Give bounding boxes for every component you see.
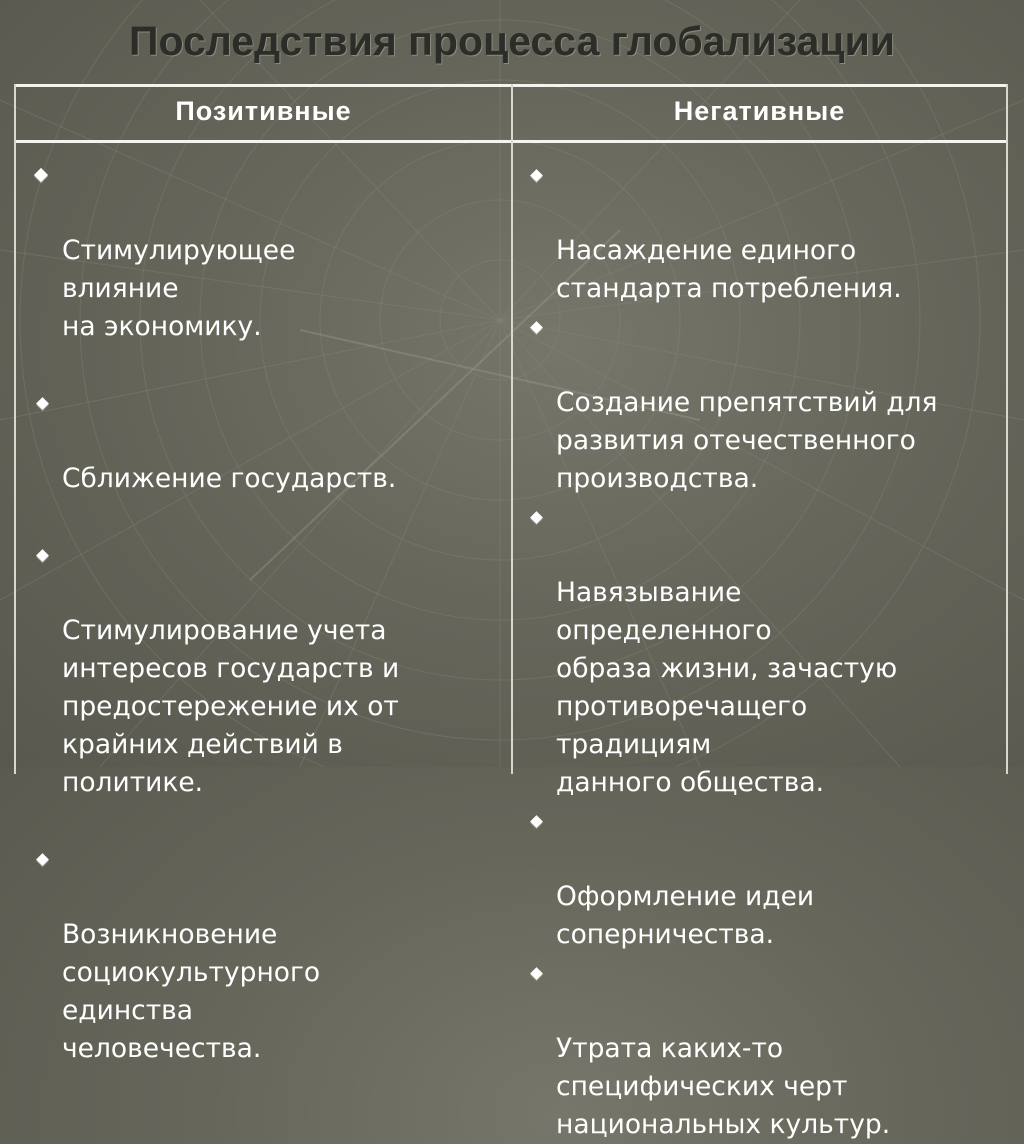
diamond-bullet-icon — [530, 321, 543, 334]
comparison-table — [14, 84, 1008, 1140]
positive-column — [30, 156, 500, 1068]
list-item-text: Насаждение единого стандарта потребления. — [556, 235, 902, 304]
diamond-bullet-icon — [530, 169, 543, 182]
header-positive: Позитивные — [175, 96, 352, 126]
list-item — [30, 156, 500, 346]
list-item-text: Возникновение социокультурного единства человечества. — [62, 919, 321, 1064]
list-item — [30, 536, 500, 802]
list-item — [30, 840, 500, 1068]
diamond-bullet-icon — [36, 549, 49, 562]
diamond-bullet-icon — [34, 168, 48, 182]
diamond-bullet-icon — [36, 397, 49, 410]
list-item — [524, 308, 1006, 498]
page-title: Последствия процесса глобализации — [128, 18, 896, 64]
list-item-text: Навязывание определенного образа жизни, зачастую противоречащего традициям данного общества. — [556, 577, 898, 798]
table-column-divider — [511, 84, 513, 774]
list-item-text: Стимулирующее влияние на экономику. — [62, 235, 296, 342]
header-negative: Негативные — [673, 96, 846, 126]
diamond-bullet-icon — [36, 853, 49, 866]
table-right-border — [1006, 84, 1008, 774]
list-item-text: Стимулирование учета интересов государств и предостережение их от крайних действий в политике. — [62, 615, 400, 798]
list-item-text: Утрата каких-то специфических черт национальных культур. — [556, 1033, 891, 1140]
diamond-bullet-icon — [530, 815, 543, 828]
diamond-bullet-icon — [530, 967, 543, 980]
list-item-text: Оформление идеи соперничества. — [556, 881, 815, 950]
negative-column — [524, 156, 1006, 1144]
list-item-text: Сближение государств. — [62, 463, 397, 494]
table-left-border — [14, 84, 16, 774]
diamond-bullet-icon — [530, 511, 543, 524]
list-item — [524, 954, 1006, 1144]
list-item — [524, 498, 1006, 802]
list-item — [524, 156, 1006, 308]
list-item — [524, 802, 1006, 954]
list-item-text: Создание препятствий для развития отечественного производства. — [556, 387, 938, 494]
list-item — [30, 384, 500, 498]
